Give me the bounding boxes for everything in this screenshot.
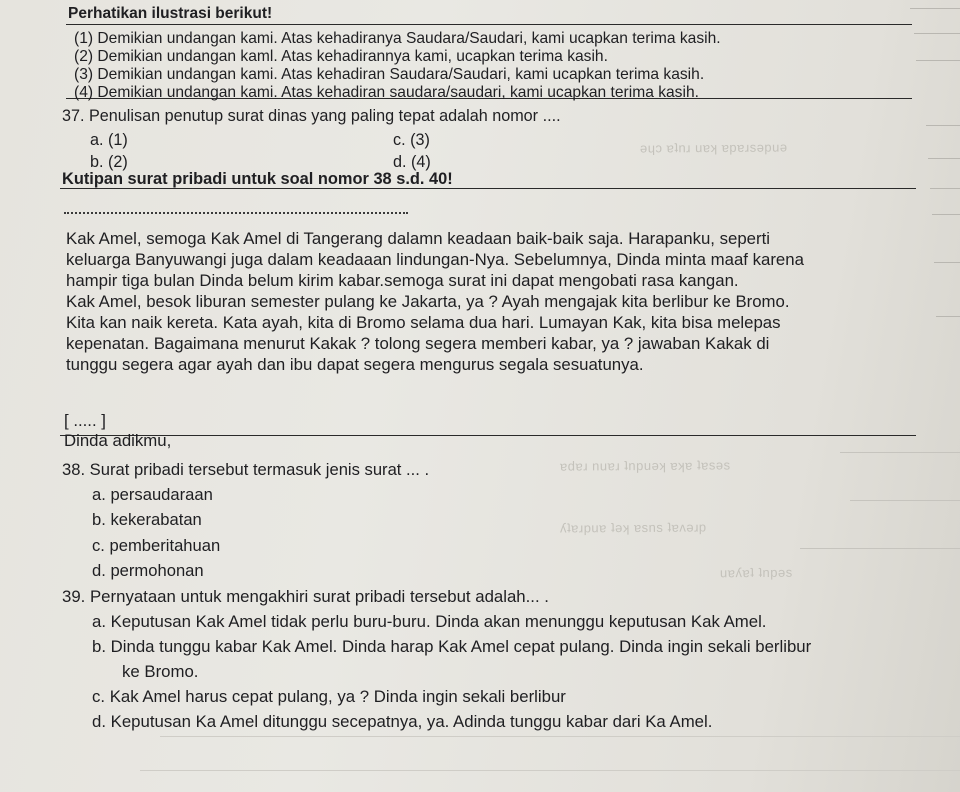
q38-option-b[interactable]: b. kekerabatan	[92, 510, 202, 529]
illustration-title: Perhatikan ilustrasi berikut!	[68, 5, 273, 22]
q38-question: 38. Surat pribadi tersebut termasuk jenis surat ... .	[62, 460, 430, 479]
q39-option-c[interactable]: c. Kak Amel harus cepat pulang, ya ? Dinda ingin sekali berlibur	[92, 687, 566, 706]
q39-option-b[interactable]: b. Dinda tunggu kabar Kak Amel. Dinda harap Kak Amel cepat pulang. Dinda ingin sekali berlibur	[92, 637, 812, 656]
letter-line-7: tunggu segera agar ayah dan ibu dapat segera mengurus segala sesuatunya.	[66, 355, 644, 374]
illustration-item-1: (1) Demikian undangan kami. Atas kehadiranya Saudara/Saudari, kami ucapkan terima kasih.	[74, 30, 721, 47]
letter-line-2: keluarga Banyuwangi juga dalam keadaaan lindungan-Nya. Sebelumnya, Dinda minta maaf karena	[66, 250, 804, 269]
q39-option-a[interactable]: a. Keputusan Kak Amel tidak perlu buru-buru. Dinda akan menunggu keputusan Kak Amel.	[92, 612, 767, 631]
letter-line-3: hampir tiga bulan Dinda belum kirim kabar.semoga surat ini dapat mengobati rasa kangan.	[66, 271, 739, 290]
q37-option-d[interactable]: d. (4)	[393, 153, 431, 171]
letter-blank-placeholder: [ ..... ]	[64, 411, 106, 430]
ruled-line	[800, 548, 960, 549]
ruled-line	[934, 262, 960, 263]
q37-option-a[interactable]: a. (1)	[90, 131, 128, 149]
ruled-line	[926, 125, 960, 126]
letter-line-5: Kita kan naik kereta. Kata ayah, kita di Bromo selama dua hari. Lumayan Kak, kita bisa melepas	[66, 313, 781, 332]
q38-option-c[interactable]: c. pemberitahuan	[92, 536, 221, 555]
letter-signature: Dinda adikmu,	[64, 431, 172, 450]
q37-option-c[interactable]: c. (3)	[393, 131, 430, 149]
illustration-item-4: (4) Demikian undangan kami. Atas kehadiran saudara/saudari, kami ucapkan terima kasih.	[74, 84, 699, 101]
q37-question: 37. Penulisan penutup surat dinas yang paling tepat adalah nomor ....	[62, 107, 561, 125]
ruled-line	[928, 158, 960, 159]
q39-option-d[interactable]: d. Keputusan Ka Amel ditunggu secepatnya, ya. Adinda tunggu kabar dari Ka Amel.	[92, 712, 713, 731]
ruled-line	[850, 500, 960, 501]
ruled-line	[160, 736, 960, 737]
excerpt-title: Kutipan surat pribadi untuk soal nomor 38 s.d. 40!	[62, 170, 453, 188]
q38-option-d[interactable]: d. permohonan	[92, 561, 204, 580]
q37-option-b[interactable]: b. (2)	[90, 153, 128, 171]
show-through-text: ʎʇɐɹpuɐ ʇǝʞ ɐsns ʇɐʌǝɹp	[559, 519, 707, 536]
q39-question: 39. Pernyataan untuk mengakhiri surat pribadi tersebut adalah... .	[62, 587, 549, 606]
q38-option-a[interactable]: a. persaudaraan	[92, 485, 213, 504]
date-dotted-line	[64, 212, 408, 214]
letter-line-1: Kak Amel, semoga Kak Amel di Tangerang dalamn keadaan baik-baik saja. Harapanku, seperti	[66, 229, 770, 248]
ruled-line	[930, 188, 960, 189]
show-through-text: uɐʎɐʇ ʇnpǝs	[719, 564, 793, 581]
ruled-line	[910, 8, 960, 9]
show-through-text: ǝɥɔ ɐʇnɹ uɐʞ ɐpɐɹsǝpuǝ	[639, 139, 788, 156]
letter-line-4: Kak Amel, besok liburan semester pulang ke Jakarta, ya ? Ayah mengajak kita berlibur ke Bromo.	[66, 292, 790, 311]
ruled-line	[140, 770, 960, 771]
q39-option-b-continued: ke Bromo.	[122, 662, 199, 681]
illustration-item-3: (3) Demikian undangan kami. Atas kehadiran Saudara/Saudari, kami ucapkan terima kasih.	[74, 66, 705, 83]
ruled-line	[840, 452, 960, 453]
ruled-line	[914, 33, 960, 34]
show-through-text: ɐdɐɹ nuɐɹ ʇnpuǝʞ ɐʞɐ ʇɐsǝs	[559, 457, 731, 474]
ruled-line	[936, 316, 960, 317]
illustration-item-2: (2) Demikian undangan kaml. Atas kehadirannya kami, ucapkan terima kasih.	[74, 48, 608, 65]
letter-line-6: kepenatan. Bagaimana menurut Kakak ? tolong segera memberi kabar, ya ? jawaban Kakak di	[66, 334, 770, 353]
ruled-line	[932, 214, 960, 215]
ruled-line	[916, 60, 960, 61]
